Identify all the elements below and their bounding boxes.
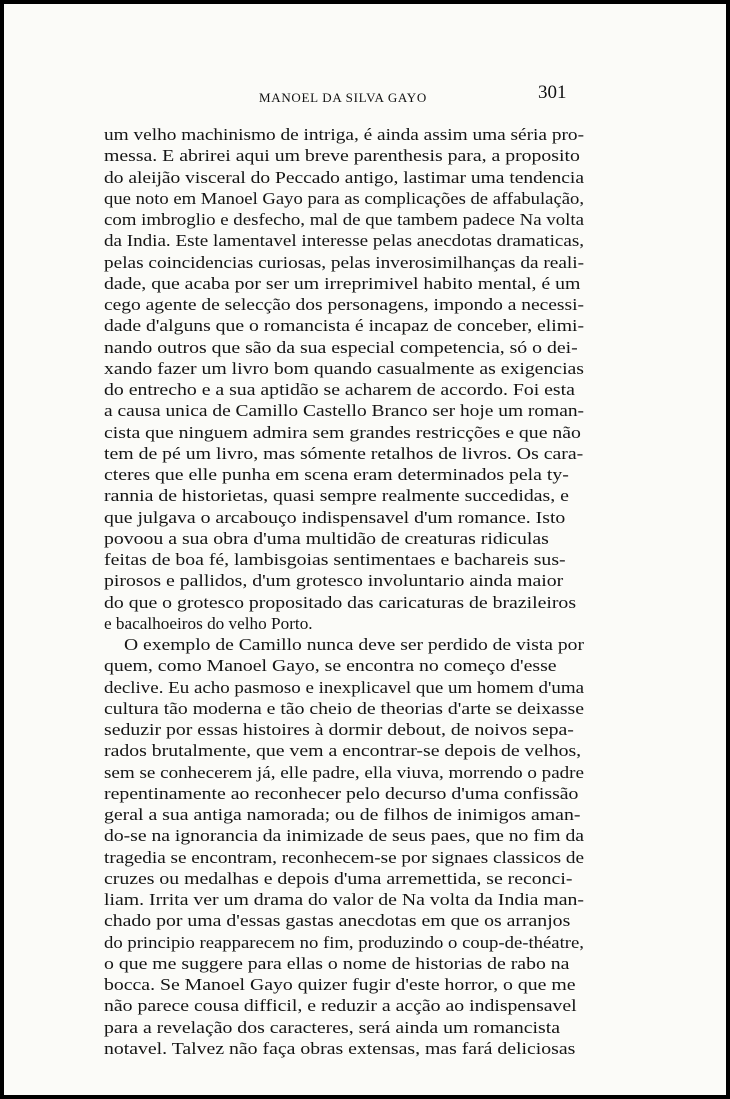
text-line-content: com imbroglio e desfecho, mal de que tambem padece Na volta [104, 210, 584, 229]
text-line [104, 443, 584, 464]
text-line-content: dade, que acaba por ser um irreprimivel habito mental, é um [104, 273, 581, 293]
text-line-content: do que o grotesco propositado das caricaturas de brazileiros [104, 592, 577, 612]
text-line [104, 315, 584, 336]
text-line [104, 762, 584, 783]
text-line-content: do aleijão visceral do Peccado antigo, lastimar uma tendencia [104, 167, 584, 187]
text-line [104, 209, 584, 230]
text-line-content: cteres que elle punha em scena eram determinados pela ty- [104, 465, 569, 484]
text-line-content: cruzes ou medalhas e depois d'uma arremettida, se reconci- [104, 868, 573, 888]
text-line [104, 507, 584, 528]
text-line [104, 655, 584, 676]
body-text [104, 124, 584, 1059]
text-line-content: bocca. Se Manoel Gayo quizer fugir d'este horror, o que me [104, 975, 576, 994]
text-line-content: O exemplo de Camillo nunca deve ser perdido de vista por [124, 635, 584, 654]
text-line-content: um velho machinismo de intriga, é ainda assim uma séria pro- [104, 125, 584, 144]
text-line-content: cego agente de selecção dos personagens, impondo a necessi- [104, 295, 584, 314]
text-line [104, 847, 584, 868]
text-line [104, 910, 584, 931]
text-line [104, 932, 584, 953]
text-line-content: não parece cousa difficil, e reduzir a acção ao indispensavel [104, 996, 577, 1016]
text-line [104, 1038, 584, 1059]
text-line [104, 188, 584, 209]
text-line [104, 422, 584, 443]
text-line-content: rannia de historietas, quasi sempre realmente succedidas, e [104, 486, 569, 506]
text-line [104, 485, 584, 506]
text-line-content: do principio reapparecem no fim, produzindo o coup-de-théatre, [104, 932, 584, 952]
text-line [104, 995, 584, 1016]
text-line-content: pelas coincidencias curiosas, pelas inverosimilhanças da reali- [104, 252, 584, 272]
text-line-content: pirosos e pallidos, d'um grotesco involuntario ainda maior [104, 571, 564, 591]
text-line [104, 613, 584, 634]
text-line [104, 783, 584, 804]
text-line-content: rados brutalmente, que vem a encontrar-se depois de velhos, [104, 741, 582, 761]
text-line [104, 252, 584, 273]
page-number: 301 [538, 82, 567, 103]
text-line-content: povoou a sua obra d'uma multidão de creaturas ridiculas [104, 528, 549, 548]
text-line [104, 740, 584, 761]
text-line-content: declive. Eu acho pasmoso e inexplicavel que um homem d'uma [104, 677, 584, 697]
text-line [104, 167, 584, 188]
text-line-content: que julgava o arcabouço indispensavel d'um romance. Isto [104, 507, 566, 527]
text-line [104, 825, 584, 846]
text-line-content: e bacalhoeiros do velho Porto. [104, 613, 313, 633]
text-line [104, 889, 584, 910]
text-line-content: chado por uma d'essas gastas anecdotas em que os arranjos [104, 911, 571, 931]
text-line-content: messa. E abrirei aqui um breve parenthesis para, a proposito [104, 146, 580, 166]
text-line [104, 379, 584, 400]
text-line [104, 592, 584, 613]
text-line-content: seduzir por essas histoires à dormir debout, de noivos sepa- [104, 720, 574, 739]
text-line-content: sem se conhecerem já, elle padre, ella viuva, morrendo o padre [104, 762, 584, 782]
text-line [104, 464, 584, 485]
text-line [104, 337, 584, 358]
text-line [104, 358, 584, 379]
text-line [104, 273, 584, 294]
text-line-content: dade d'alguns que o romancista é incapaz de conceber, elimi- [104, 316, 584, 336]
text-line-content: a causa unica de Camillo Castello Branco ser hoje um roman- [104, 401, 584, 421]
text-line [104, 230, 584, 251]
text-line-content: cista que ninguem admira sem grandes restricções e que não [104, 422, 581, 442]
text-line-content: que noto em Manoel Gayo para as complicações de affabulação, [104, 188, 584, 208]
text-line [104, 698, 584, 719]
text-line-content: notavel. Talvez não faça obras extensas, mas fará deliciosas [104, 1038, 576, 1058]
text-line [104, 974, 584, 995]
text-line [104, 719, 584, 740]
text-line [104, 570, 584, 591]
text-line [104, 1017, 584, 1038]
text-line-content: o que me suggere para ellas o nome de historias de rabo na [104, 953, 570, 973]
text-line-content: para a revelação dos caracteres, será ainda um romancista [104, 1017, 561, 1037]
text-line-content: tem de pé um livro, mas sómente retalhos de livros. Os cara- [104, 443, 584, 463]
text-line [104, 145, 584, 166]
book-page [4, 4, 726, 1095]
text-line [104, 804, 584, 825]
text-line [104, 634, 584, 655]
text-line-content: repentinamente ao reconhecer pelo decurso d'uma confissão [104, 783, 579, 803]
text-line-content: feitas de boa fé, lambisgoias sentimentaes e bachareis sus- [104, 550, 566, 569]
text-line-content: do-se na ignorancia da inimizade de seus paes, que no fim da [104, 826, 584, 846]
text-line [104, 294, 584, 315]
text-line-content: tragedia se encontram, reconhecem-se por signaes classicos de [104, 847, 584, 867]
text-line-content: liam. Irrita ver um drama do valor de Na volta da India man- [104, 890, 584, 909]
text-line [104, 677, 584, 698]
text-line [104, 953, 584, 974]
text-line-content: xando fazer um livro bom quando casualmente as exigencias [104, 358, 584, 378]
text-line [104, 868, 584, 889]
text-line-content: do entrecho e a sua aptidão se acharem de accordo. Foi esta [104, 380, 575, 399]
text-line [104, 528, 584, 549]
text-line-content: da India. Este lamentavel interesse pelas anecdotas dramaticas, [104, 231, 584, 251]
text-line-content: cultura tão moderna e tão cheio de theorias d'arte se deixasse [104, 698, 584, 718]
text-line-content: geral a sua antiga namorada; ou de filhos de inimigos aman- [104, 805, 581, 824]
text-line-content: quem, como Manoel Gayo, se encontra no começo d'esse [104, 656, 557, 676]
text-line-content: nando outros que são da sua especial competencia, só o dei- [104, 337, 578, 357]
text-line [104, 549, 584, 570]
text-line [104, 124, 584, 145]
text-line [104, 400, 584, 421]
running-head: MANOEL DA SILVA GAYO [259, 90, 427, 105]
